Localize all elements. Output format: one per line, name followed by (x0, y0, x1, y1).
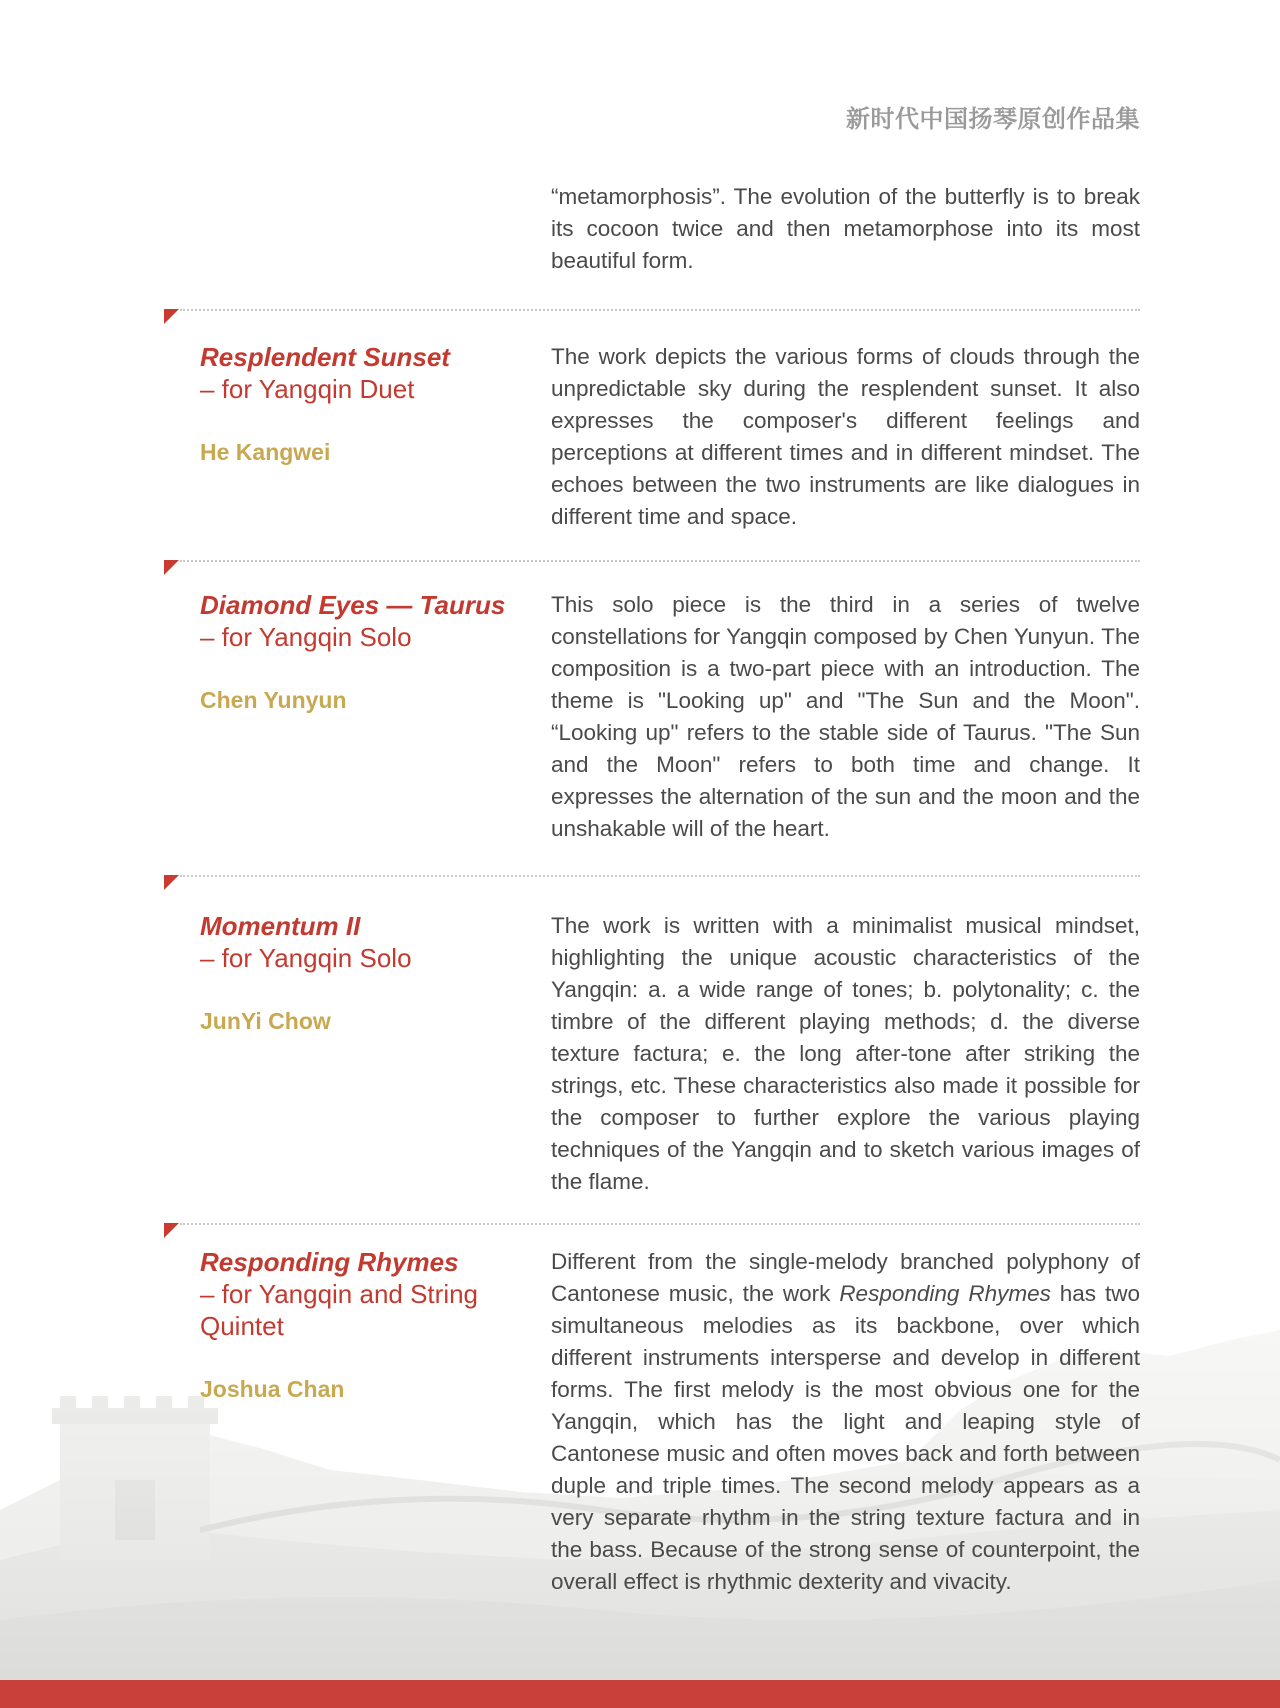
composer-name: JunYi Chow (200, 1008, 331, 1034)
piece-subtitle: – for Yangqin Solo (200, 943, 412, 973)
composer-name: He Kangwei (200, 439, 331, 465)
corner-marker-icon (164, 875, 179, 890)
dotted-divider (180, 309, 1140, 311)
piece-description (551, 1246, 1140, 1598)
dotted-divider (180, 1223, 1140, 1225)
composer-name: Joshua Chan (200, 1376, 345, 1402)
dotted-divider (180, 560, 1140, 562)
corner-marker-icon (164, 309, 179, 324)
piece-title: Diamond Eyes — Taurus (200, 590, 506, 620)
work-title-italic: Responding Rhymes (839, 1281, 1051, 1306)
intro-paragraph: “metamorphosis”. The evolution of the butterfly is to break its cocoon twice and then metamorphose into its most beautiful form. (551, 184, 1140, 273)
piece-description: This solo piece is the third in a series of twelve constellations for Yangqin composed by Chen Yunyun. The composition is a two-part piece with an introduction. The theme is "Looking up" and "The Sun and the Moon". “Looking up" refers to the stable side of Taurus. "The Sun and the Moon" refers to both time and change. It expresses the alternation of the sun and the moon and the unshakable will of the heart. (551, 592, 1140, 841)
piece-subtitle: – for Yangqin Duet (200, 374, 415, 404)
piece-title: Momentum II (200, 911, 361, 941)
piece-description: The work depicts the various forms of clouds through the unpredictable sky during the resplendent sunset. It also expresses the composer's different feelings and perceptions at different times and in different mindset. The echoes between the two instruments are like dialogues in different time and space. (551, 344, 1140, 529)
description-text: has two simultaneous melodies as its backbone, over which different instruments intersperse and develop in different forms. The first melody is the most obvious one for the Yangqin, which has the light and leaping style of Cantonese music and often moves back and forth between duple and triple times. The second melody appears as a very separate rhythm in the string texture factura and in the bass. Because of the strong sense of counterpoint, the overall effect is rhythmic dexterity and vivacity. (551, 1281, 1140, 1594)
dotted-divider (180, 875, 1140, 877)
piece-subtitle: – for Yangqin Solo (200, 622, 412, 652)
piece-subtitle: – for Yangqin and String Quintet (200, 1279, 479, 1341)
footer-bar (0, 1680, 1280, 1708)
piece-description: The work is written with a minimalist musical mindset, highlighting the unique acoustic characteristics of the Yangqin: a. a wide range of tones; b. polytonality; c. the timbre of the different playing methods; d. the diverse texture factura; e. the long after-tone after striking the strings, etc. These characteristics also made it possible for the composer to further explore the various playing techniques of the Yangqin and to sketch various images of the flame. (551, 913, 1140, 1194)
description-text: Different from the single-melody branched polyphony of Cantonese music, the work (551, 1249, 1140, 1306)
corner-marker-icon (164, 560, 179, 575)
collection-title: 新时代中国扬琴原创作品集 (846, 105, 1140, 133)
piece-title: Resplendent Sunset (200, 342, 450, 372)
corner-marker-icon (164, 1223, 179, 1238)
composer-name: Chen Yunyun (200, 687, 347, 713)
piece-title: Responding Rhymes (200, 1247, 459, 1277)
